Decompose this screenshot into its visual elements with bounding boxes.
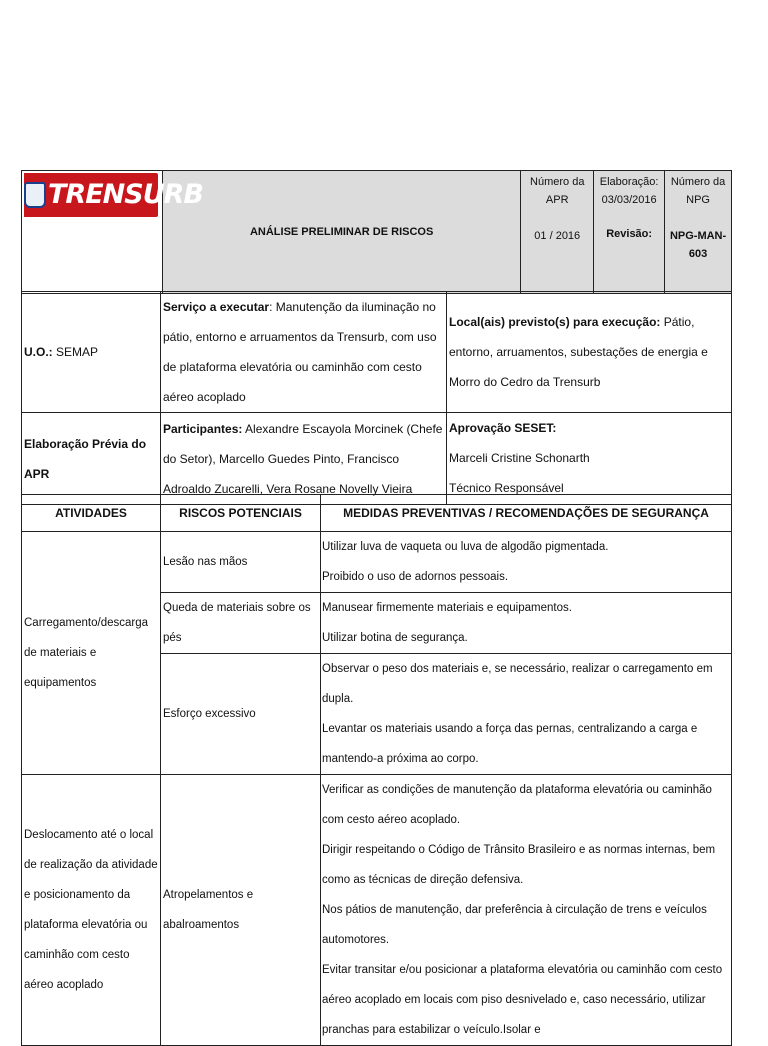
servico-cell <box>161 292 447 413</box>
participantes-label: Participantes: <box>163 421 243 436</box>
uo-cell <box>22 292 161 413</box>
aprovacao-cell <box>447 413 732 505</box>
activity-cell: Carregamento/descarga de materiais e equipamentos <box>22 532 161 775</box>
elaboracao-label: Elaboração: <box>599 176 659 188</box>
risk-cell: Esforço excessivo <box>161 654 321 775</box>
trensurb-logo <box>24 173 203 217</box>
measure-item: Evitar transitar e/ou posicionar a plataforma elevatória ou caminhão com cesto aéreo acoplado em locais com piso desnivelado e, caso necessário, utilizar pranchas para estabilizar o veículo.Isolar e <box>322 964 723 1036</box>
apr-header-table <box>21 170 732 294</box>
participantes-value: Alexandre Escayola Morcinek (Chefe do Setor), Marcello Guedes Pinto, Francisco Adroaldo Zucarelli, Vera Rosane Novelly Vieira <box>163 421 443 496</box>
local-value: Pátio, entorno, arruamentos, subestações de energia e Morro do Cedro da Trensurb <box>449 315 708 389</box>
measure-item: Proibido o uso de adornos pessoais. <box>322 571 509 583</box>
numero-npg-value: NPG-MAN-603 <box>669 230 727 260</box>
measure-item: Levantar os materiais usando a força das pernas, centralizando a carga e mantendo-a próxima ao corpo. <box>322 723 698 765</box>
aprovacao-label: Aprovação SESET: <box>449 421 557 435</box>
measure-item: Observar o peso dos materiais e, se necessário, realizar o carregamento em dupla. <box>322 663 713 705</box>
elaboracao-previa-cell <box>22 413 161 505</box>
measure-item: Verificar as condições de manutenção da plataforma elevatória ou caminhão com cesto aéreo acoplado. <box>322 784 712 826</box>
measure-item: Dirigir respeitando o Código de Trânsito Brasileiro e as normas internas, bem como as técnicas de direção defensiva. <box>322 844 716 886</box>
header-medidas: MEDIDAS PREVENTIVAS / RECOMENDAÇÕES DE SEGURANÇA <box>321 495 732 532</box>
document-title: ANÁLISE PRELIMINAR DE RISCOS <box>162 171 520 294</box>
risk-cell: Lesão nas mãos <box>161 532 321 593</box>
header-atividades: ATIVIDADES <box>22 495 161 532</box>
measures-cell <box>321 775 732 1046</box>
participantes-cell <box>161 413 447 505</box>
numero-apr-label: Número da APR <box>530 176 585 206</box>
risk-cell: Queda de materiais sobre os pés <box>161 593 321 654</box>
apr-info-table <box>21 291 732 505</box>
measures-cell <box>321 532 732 593</box>
uo-value: SEMAP <box>52 345 99 359</box>
measure-item: Utilizar luva de vaqueta ou luva de algodão pigmentada. <box>322 541 609 553</box>
logo-cell <box>22 171 203 294</box>
numero-npg-label: Número da NPG <box>670 176 726 206</box>
header-riscos: RISCOS POTENCIAIS <box>161 495 321 532</box>
risk-cell: Atropelamentos e abalroamentos <box>161 775 321 1046</box>
elaboracao-value: 03/03/2016 <box>601 194 657 206</box>
elaboracao-cell <box>594 171 665 294</box>
measure-item: Manusear firmemente materiais e equipamentos. <box>322 602 572 614</box>
numero-apr-value: 01 / 2016 <box>534 230 581 242</box>
measures-cell <box>321 593 732 654</box>
aprovacao-role: Técnico Responsável <box>449 481 564 495</box>
servico-value: : Manutenção da iluminação no pátio, entorno e arruamentos da Trensurb, com uso de plataforma elevatória ou caminhão com cesto aéreo acoplado <box>163 300 437 404</box>
uo-label: U.O.: <box>24 345 53 359</box>
activity-cell: Deslocamento até o local de realização da atividade e posicionamento da plataforma elevatória ou caminhão com cesto aéreo acoplado <box>22 775 161 1046</box>
local-label: Local(ais) previsto(s) para execução: <box>449 315 661 329</box>
local-cell <box>447 292 732 413</box>
servico-label: Serviço a executar <box>163 300 270 314</box>
logo-text: TRENSURB <box>48 179 203 210</box>
measure-item: Nos pátios de manutenção, dar preferência à circulação de trens e veículos automotores. <box>322 904 707 946</box>
aprovacao-name: Marceli Cristine Schonarth <box>449 451 590 465</box>
numero-npg-cell <box>665 171 732 294</box>
measure-item: Utilizar botina de segurança. <box>322 632 468 644</box>
measures-cell <box>321 654 732 775</box>
revisao-label: Revisão: <box>606 228 653 240</box>
elaboracao-previa-label: Elaboração Prévia do APR <box>24 436 147 481</box>
numero-apr-cell <box>521 171 594 294</box>
risk-analysis-table <box>21 494 732 1046</box>
train-icon <box>24 173 46 217</box>
